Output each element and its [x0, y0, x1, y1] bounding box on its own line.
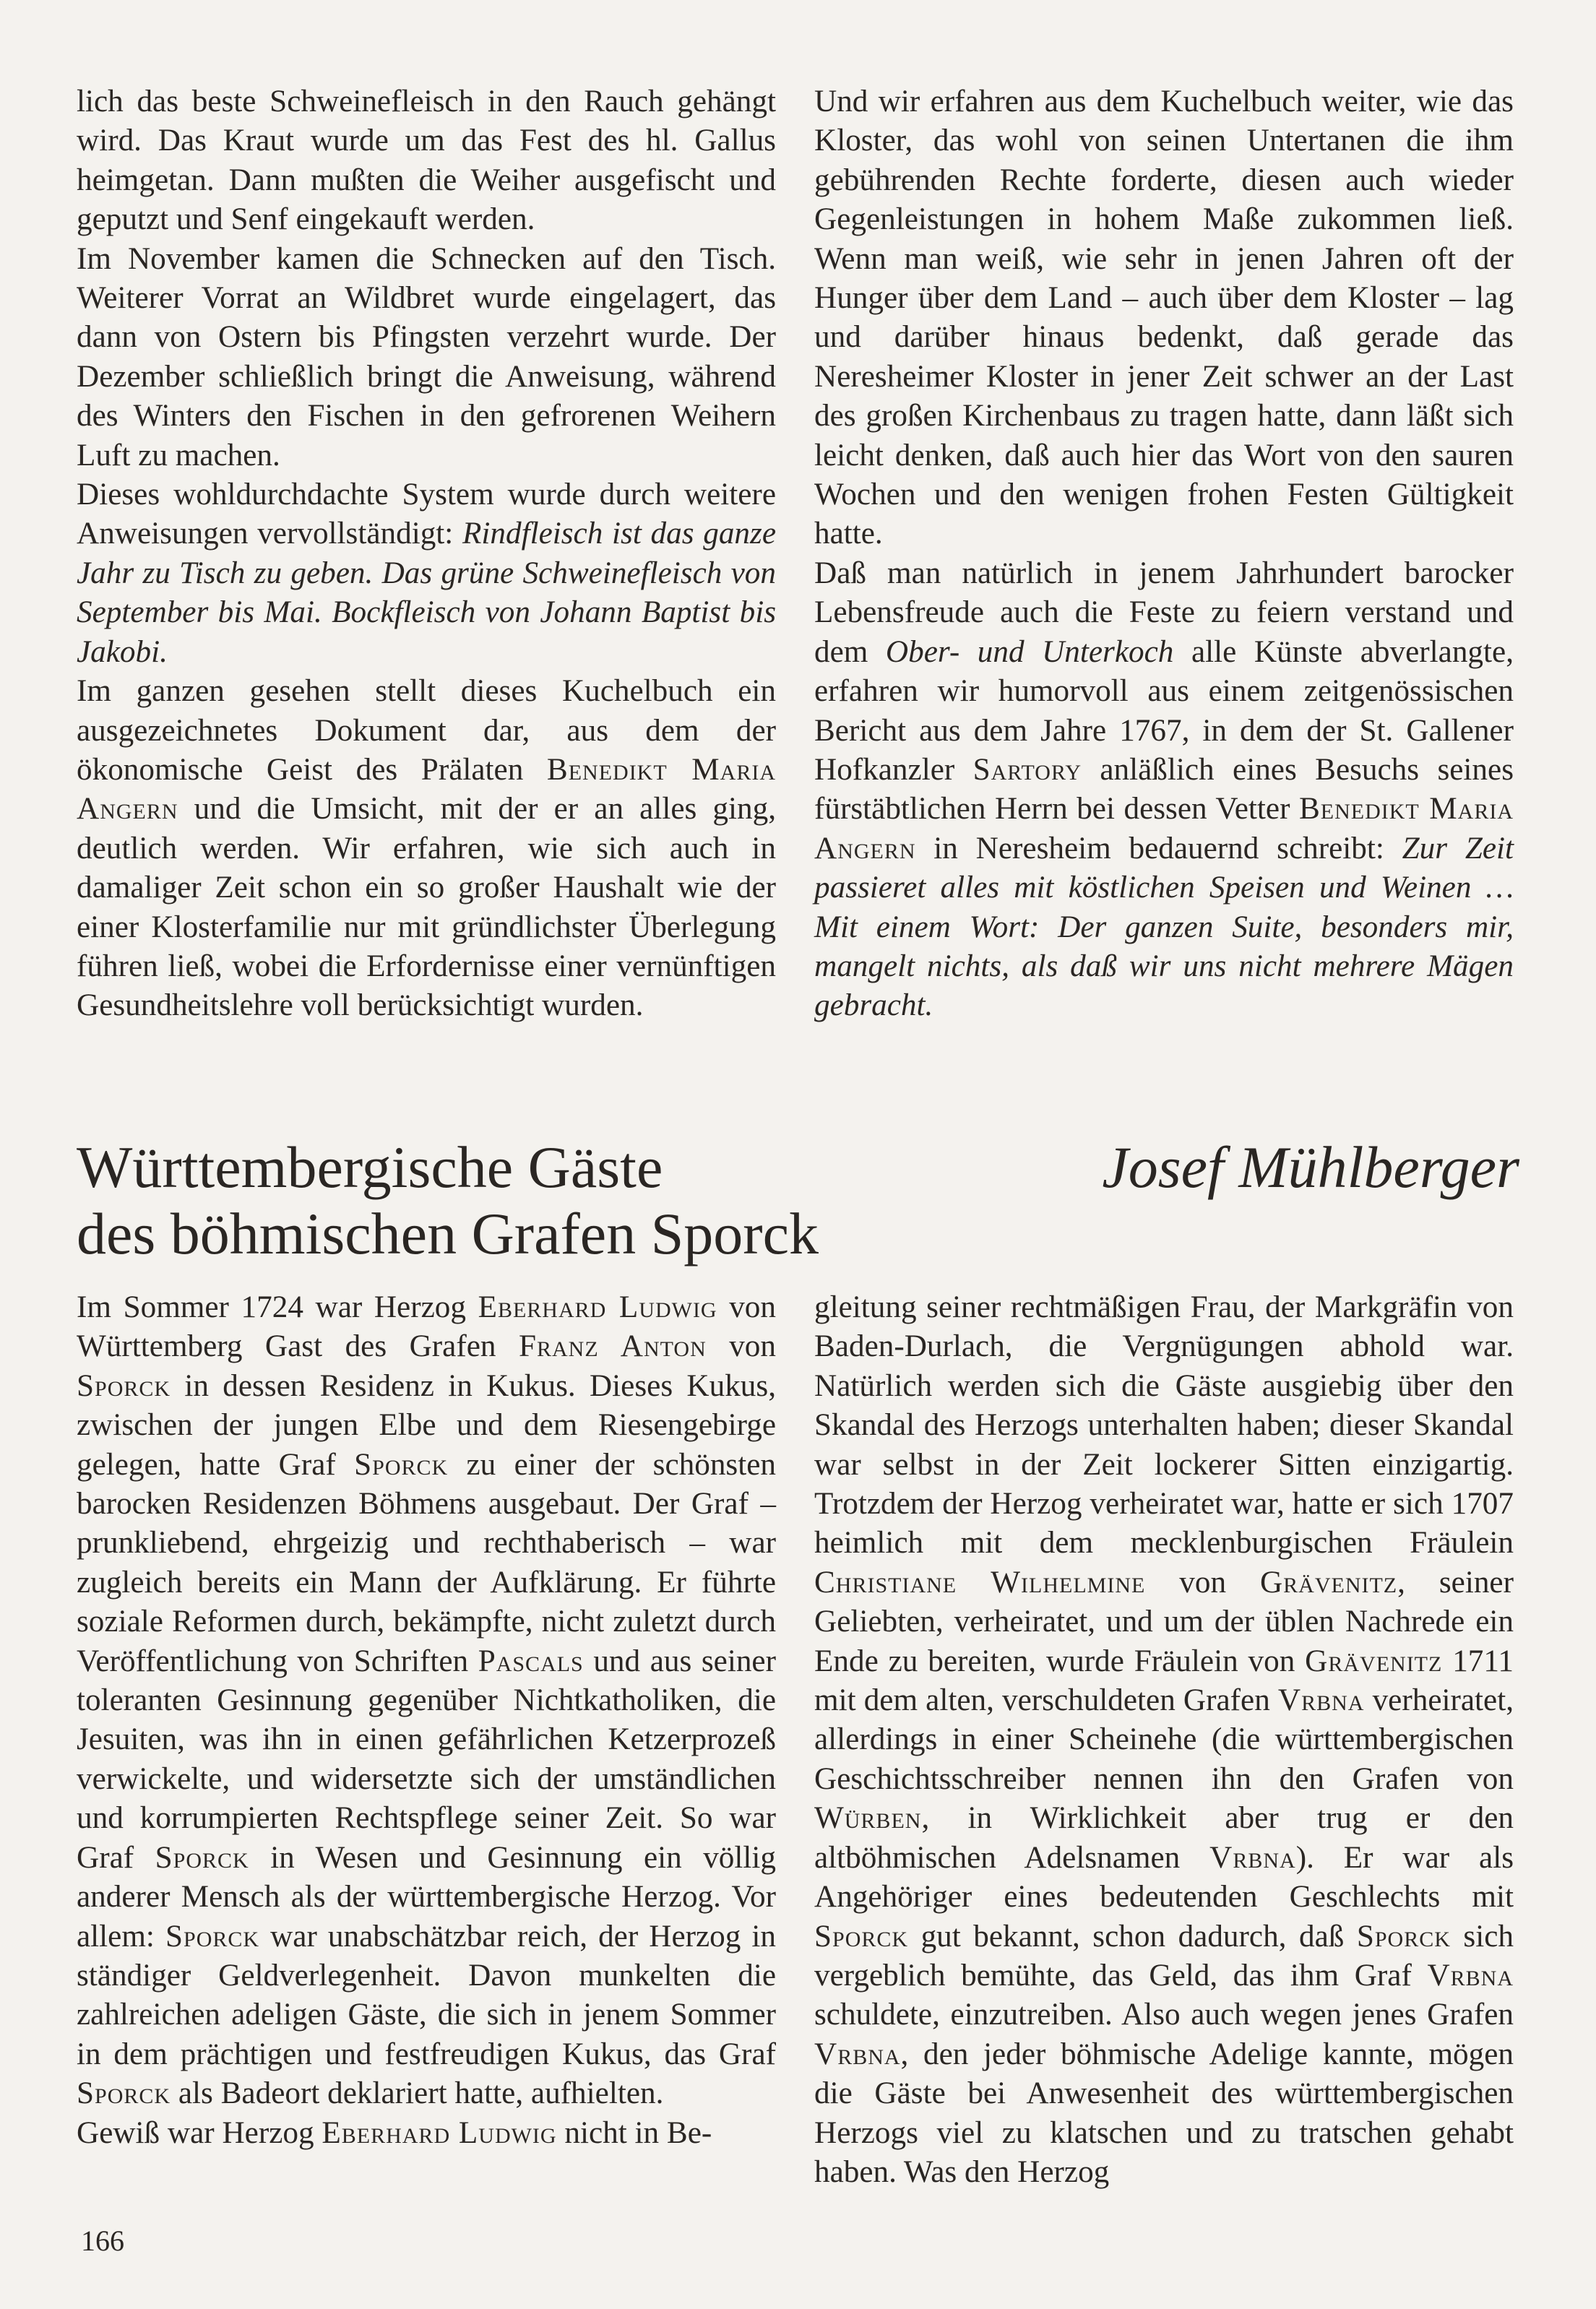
text-run: Gewiß war Herzog — [77, 2115, 322, 2150]
text-run: 1711 mit dem alten, verschuldeten Grafen — [814, 1644, 1514, 1718]
text-run: gleitung seiner rechtmäßigen Frau, der Markgräfin von Baden-Durlach, die Vergnügungen abhold war. Natürlich werden sich die Gäste ausgiebig über den Skandal des Herzogs unterhalten haben; dieser Skandal war selbst in der Zeit lockerer Sitten einzigartig. Trotzdem der Herzog verheiratet war, hatte er sich 1707 heimlich mit dem mecklenburgischen Fräulein — [814, 1290, 1514, 1561]
person-name: Vrbna — [814, 2037, 901, 2071]
text-run: ). Er war als Angehöriger eines bedeutenden Geschlechts mit — [814, 1840, 1514, 1915]
person-name: Christiane Wilhelmine — [814, 1565, 1146, 1600]
person-name: Pascals — [478, 1644, 584, 1678]
text-run: und die Umsicht, mit der er an alles ging, deutlich werden. Wir erfahren, wie sich auch in damaliger Zeit schon ein so großer Haushalt wie der einer Klosterfamilie nur mit gründlichster Überlegung führen ließ, wobei die Erfordernisse einer vernünftigen Gesundheitslehre voll berücksichtigt wurden. — [77, 792, 776, 1023]
paragraph — [77, 672, 776, 1026]
italic-term: Ober- und Unterkoch — [885, 634, 1174, 669]
person-name: Eberhard Ludwig — [478, 1290, 717, 1324]
paragraph: lich das beste Schweinefleisch in den Rauch gehängt wird. Das Kraut wurde um das Fest des hl. Gallus heimgetan. Dann mußten die Weiher ausgefischt und geputzt und Senf eingekauft werden. — [77, 85, 776, 237]
text-run: von — [1145, 1565, 1260, 1600]
paragraph — [77, 475, 776, 672]
bottom-left-column — [77, 1288, 776, 2153]
text-run: alle Künste abverlangte, erfahren wir humorvoll aus einem zeitgenössischen Bericht aus dem Jahre 1767, in dem der St. Gallener Hofkanzler — [814, 634, 1514, 787]
text-run: war unabschätzbar reich, der Herzog in ständiger Geldverlegenheit. Davon munkelten die zahlreichen adeligen Gäste, die sich in jenem Sommer in dem prächtigen und festfreudigen Kukus, das Graf — [77, 1919, 776, 2071]
person-name: Sartory — [972, 752, 1082, 787]
paragraph — [814, 1288, 1514, 2192]
paragraph — [77, 2114, 776, 2153]
text-run: von — [706, 1329, 776, 1364]
person-name: Eberhard Ludwig — [322, 2115, 557, 2150]
article-title — [77, 1134, 819, 1267]
text-run: Daß man natürlich in jenem Jahrhundert barocker Lebensfreude auch die Feste zu feiern verstand und dem — [814, 556, 1514, 669]
person-name: Benedikt Maria Angern — [77, 752, 776, 827]
text-run: in Neresheim bedauernd schreibt: — [915, 831, 1402, 866]
person-name: Franz Anton — [518, 1329, 707, 1364]
text-run: schuldete, einzutreiben. Also auch wegen jenes Grafen — [814, 1998, 1514, 2032]
person-name: Sporck — [155, 1840, 249, 1875]
text-run: anläßlich eines Besuchs seines fürstäbtlichen Herrn bei dessen Vetter — [814, 752, 1514, 827]
text-run: , seiner Geliebten, verheiratet, und um der üblen Nachrede ein Ende zu bereiten, wurde Fräulein von — [814, 1565, 1514, 1678]
italic-quote: Rindfleisch ist das ganze Jahr zu Tisch zu geben. Das grüne Schweinefleisch von September bis Mai. Bockfleisch von Johann Baptist bis Jakobi. — [77, 517, 776, 669]
text-run: gut bekannt, schon dadurch, daß — [908, 1919, 1357, 1954]
italic-quote: Zur Zeit passieret alles mit köstlichen Speisen und Weinen … Mit einem Wort: Der ganzen Suite, besonders mir, mangelt nichts, als daß wir uns nicht mehrere Mägen gebracht. — [814, 831, 1514, 1023]
bottom-right-column — [814, 1288, 1514, 2192]
text-run: Im Sommer 1724 war Herzog — [77, 1290, 478, 1324]
text-run: in Wesen und Gesinnung ein völlig anderer Mensch als der württembergische Herzog. Vor allem: — [77, 1840, 776, 1954]
text-run: in dessen Residenz in Kukus. Dieses Kukus, zwischen der jungen Elbe und dem Riesengebirge gelegen, hatte Graf — [77, 1368, 776, 1482]
top-right-column — [814, 82, 1514, 1026]
person-name: Würben — [814, 1801, 922, 1836]
text-run: und aus seiner toleranten Gesinnung gegenüber Nichtkatholiken, die Jesuiten, was ihn in einen gefährlichen Ketzerprozeß verwickelte, und widersetzte sich der umständlichen und korrumpierten Rechtspflege seiner Zeit. So war Graf — [77, 1644, 776, 1875]
paragraph — [77, 1288, 776, 2114]
paragraph — [814, 554, 1514, 1026]
person-name: Grävenitz — [1259, 1565, 1398, 1600]
top-left-column — [77, 82, 776, 1026]
person-name: Sporck — [1356, 1919, 1451, 1954]
text-run: sich vergeblich bemühte, das Geld, das ihm Graf — [814, 1919, 1514, 1993]
person-name: Sporck — [77, 2076, 171, 2111]
person-name: Vrbna — [1209, 1840, 1296, 1875]
text-run: , den jeder böhmische Adelige kannte, mögen die Gäste bei Anwesenheit des württembergischen Herzogs viel zu klatschen und zu tratschen gehabt haben. Was den Herzog — [814, 2037, 1514, 2189]
text-run: verheiratet, allerdings in einer Scheinehe (die württembergischen Geschichtsschreiber nennen ihn den Grafen von — [814, 1683, 1514, 1796]
person-name: Grävenitz — [1305, 1644, 1443, 1678]
person-name: Vrbna — [1277, 1683, 1365, 1718]
paragraph: Im November kamen die Schnecken auf den Tisch. Weiterer Vorrat an Wildbret wurde eingelagert, das dann von Ostern bis Pfingsten verzehrt wurde. Der Dezember schließlich bringt die Anweisung, während des Winters den Fischen in den gefrorenen Weihern Luft zu machen. — [77, 241, 776, 472]
person-name: Sporck — [814, 1919, 909, 1954]
person-name: Sporck — [354, 1447, 449, 1482]
text-run: Im ganzen gesehen stellt dieses Kuchelbuch ein ausgezeichnetes Dokument dar, aus dem der ökonomische Geist des Prälaten — [77, 674, 776, 787]
text-run: Dieses wohldurchdachte System wurde durch weitere Anweisungen vervollständigt: — [77, 478, 776, 551]
title-line: des böhmischen Grafen Sporck — [77, 1201, 819, 1266]
title-line: Württembergische Gäste — [77, 1134, 663, 1200]
person-name: Sporck — [77, 1368, 171, 1403]
person-name: Sporck — [165, 1919, 260, 1954]
article-author: Josef Mühlberger — [1102, 1134, 1519, 1200]
person-name: Benedikt Maria Angern — [814, 792, 1514, 866]
text-run: von Württemberg Gast des Grafen — [77, 1290, 776, 1364]
text-run: , in Wirklichkeit aber trug er den altböhmischen Adelsnamen — [814, 1801, 1514, 1875]
person-name: Vrbna — [1427, 1958, 1514, 1993]
text-run: nicht in Be- — [556, 2115, 712, 2150]
paragraph: Und wir erfahren aus dem Kuchelbuch weiter, wie das Kloster, das wohl von seinen Untertanen die ihm gebührenden Rechte forderte, diesen auch wieder Gegenleistungen in hohem Maße zukommen ließ. Wenn man weiß, wie sehr in jenen Jahren oft der Hunger über dem Land – auch über dem Kloster – lag und darüber hinaus bedenkt, daß gerade das Neresheimer Kloster in jener Zeit schwer an der Last des großen Kirchenbaus zu tragen hatte, dann läßt sich leicht denken, daß auch hier das Wort von den sauren Wochen und den wenigen frohen Festen Gültigkeit hatte. — [814, 85, 1514, 551]
text-run: als Badeort deklariert hatte, aufhielten. — [171, 2076, 664, 2111]
text-run: zu einer der schönsten barocken Residenzen Böhmens ausgebaut. Der Graf – prunkliebend, ehrgeizig und rechthaberisch – war zugleich bereits ein Mann der Aufklärung. Er führte soziale Reformen durch, bekämpfte, nicht zuletzt durch Veröffentlichung von Schriften — [77, 1447, 777, 1678]
page-number: 166 — [81, 2224, 124, 2257]
